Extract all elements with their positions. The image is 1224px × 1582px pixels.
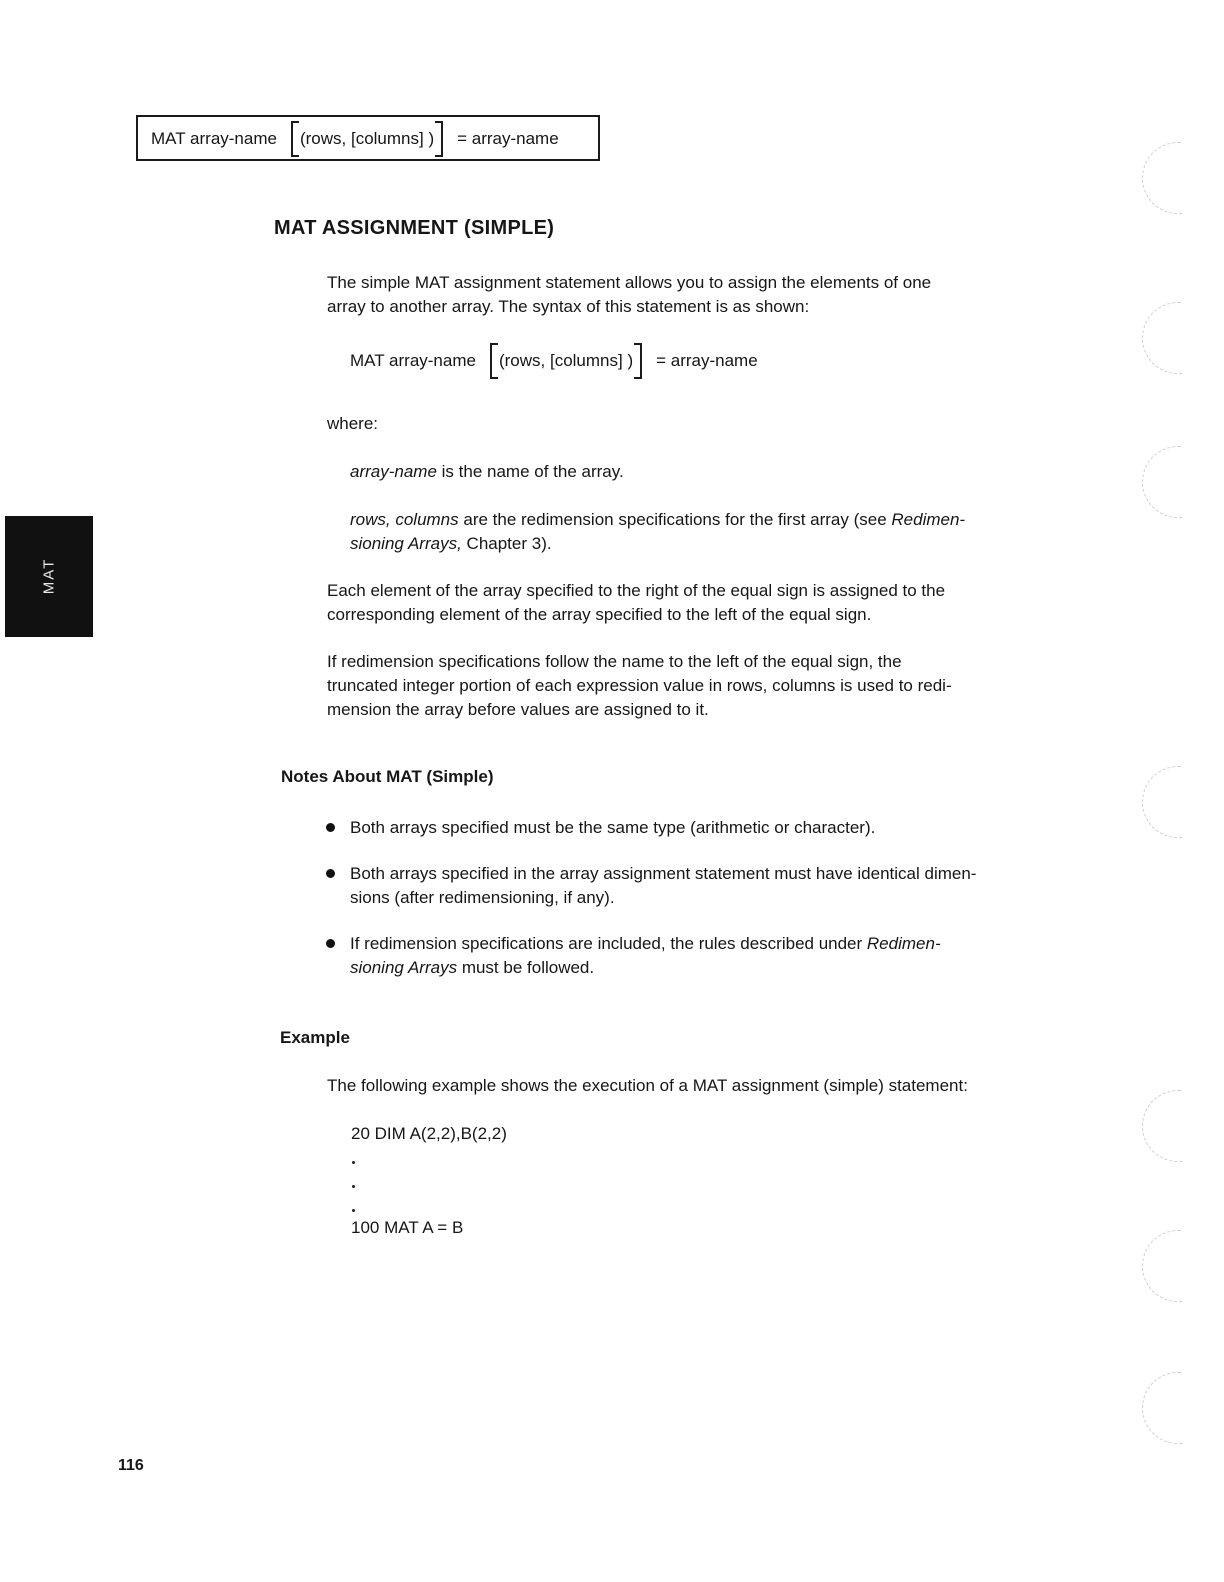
syntax-inline-dims: (rows, [columns] ) [498, 351, 634, 370]
page-number: 116 [118, 1457, 144, 1474]
syntax-inline [350, 343, 758, 379]
note-3-line-1: If redimension specifications are included, the rules described under [350, 934, 867, 953]
redimension-line-2: truncated integer portion of each expression value in rows, columns is used to redi- [327, 676, 952, 695]
ellipsis-dot [352, 1161, 355, 1164]
assignment-line-1: Each element of the array specified to the right of the equal sign is assigned to the [327, 581, 946, 600]
note-2-line-1: Both arrays specified in the array assignment statement must have identical dimen- [350, 864, 977, 883]
note-item-2 [350, 862, 976, 910]
assignment-line-2: corresponding element of the array specified to the left of the equal sign. [327, 605, 872, 624]
section-tab [5, 516, 93, 637]
binder-hole-mark [1142, 142, 1182, 214]
reference-redimensioning: Redimen- [866, 934, 941, 953]
binder-hole-mark [1142, 1230, 1182, 1302]
intro-line-1: The simple MAT assignment statement allows you to assign the elements of one [327, 273, 932, 292]
bullet-icon [326, 939, 335, 948]
definition-rows-columns [350, 508, 965, 556]
syntax-inline-prefix: MAT array-name [350, 351, 476, 370]
code-line-dim: 20 DIM A(2,2),B(2,2) [351, 1124, 507, 1143]
bullet-icon [326, 823, 335, 832]
term-rows-columns: rows, columns [350, 510, 459, 529]
definition-text: is the name of the array. [436, 462, 624, 481]
syntax-inline-suffix: = array-name [656, 351, 758, 370]
bullet-icon [326, 869, 335, 878]
intro-line-2: array to another array. The syntax of this statement is as shown: [327, 297, 810, 316]
syntax-suffix: = array-name [457, 129, 559, 148]
syntax-box-content [151, 121, 559, 157]
chapter-reference: Chapter 3). [461, 534, 552, 553]
binder-hole-mark [1142, 1090, 1182, 1162]
intro-paragraph [327, 271, 931, 319]
definition-text: are the redimension specifications for the first array (see [458, 510, 892, 529]
binder-hole-mark [1142, 446, 1182, 518]
code-line-mat: 100 MAT A = B [351, 1218, 464, 1237]
assignment-paragraph [327, 579, 945, 627]
example-heading: Example [280, 1028, 350, 1047]
ellipsis-dot [352, 1209, 355, 1212]
definition-array-name [350, 460, 624, 484]
syntax-dims: (rows, [columns] ) [299, 129, 435, 148]
redimension-paragraph [327, 650, 952, 722]
note-3-tail: must be followed. [457, 958, 595, 977]
redimension-line-3: mension the array before values are assigned to it. [327, 700, 709, 719]
ellipsis-dot [352, 1185, 355, 1188]
binder-hole-mark [1142, 302, 1182, 374]
where-label: where: [327, 414, 379, 433]
example-intro: The following example shows the execution of a MAT assignment (simple) statement: [327, 1076, 968, 1095]
syntax-box [136, 115, 600, 161]
term-array-name: array-name [350, 462, 437, 481]
syntax-prefix: MAT array-name [151, 129, 277, 148]
close-bracket [435, 121, 443, 157]
reference-redimensioning: Redimen- [891, 510, 966, 529]
note-item-3 [350, 932, 941, 980]
redimension-line-1: If redimension specifications follow the name to the left of the equal sign, the [327, 652, 902, 671]
reference-redimensioning-cont: sioning Arrays, [350, 534, 462, 553]
binder-hole-mark [1142, 1372, 1182, 1444]
reference-redimensioning-cont: sioning Arrays [350, 958, 458, 977]
notes-heading: Notes About MAT (Simple) [281, 767, 494, 786]
open-bracket [291, 121, 299, 157]
section-tab-label: MAT [40, 557, 58, 595]
open-bracket [490, 343, 498, 379]
binder-hole-mark [1142, 766, 1182, 838]
note-item-1: Both arrays specified must be the same type (arithmetic or character). [350, 818, 876, 837]
close-bracket [634, 343, 642, 379]
note-2-line-2: sions (after redimensioning, if any). [350, 888, 615, 907]
section-heading: MAT ASSIGNMENT (SIMPLE) [274, 217, 555, 239]
